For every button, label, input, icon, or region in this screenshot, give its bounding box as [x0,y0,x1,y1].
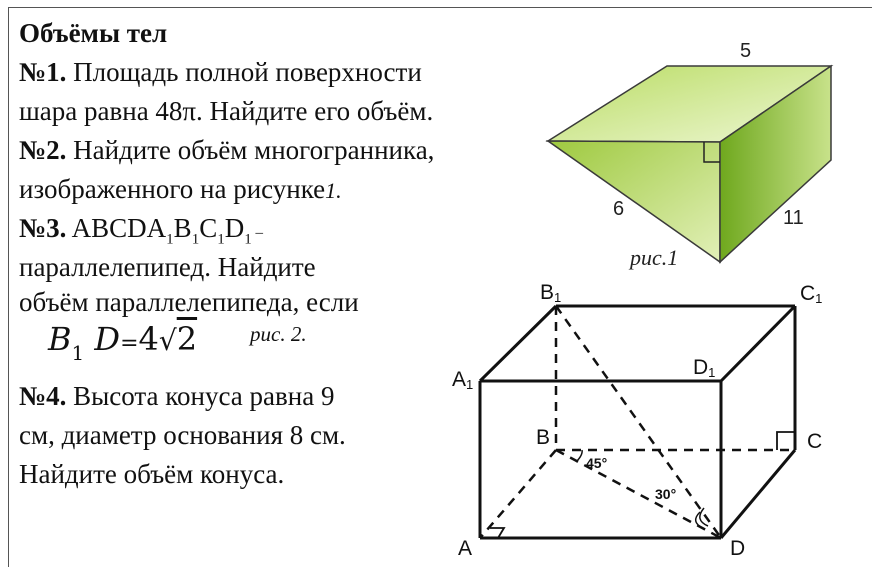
prism-label-11: 11 [783,207,804,229]
prism-label-6: 6 [613,198,625,220]
problem-1-text: Площадь полной поверхности [66,57,422,87]
edge-c1-d1 [721,306,795,381]
diagonal-b1-d [556,306,721,538]
problem-3-line-2: параллелепипед. Найдите [19,252,316,282]
edge-d-c [721,450,795,538]
edge-b-a-hidden [480,450,556,538]
vertex-label-b1: B1 [540,281,562,305]
diagonal-b-d [556,450,721,538]
caption-fig-1: рис.1 [630,245,679,270]
edge-a1-b1 [480,306,556,381]
angle-label-30: 30° [655,486,677,502]
p3-c: C [199,213,218,243]
problem-4-line-3: Найдите объём конуса. [19,459,285,489]
problem-2-text-2: изображенного на рисунке [19,174,326,204]
problem-3-number: №3. [19,213,67,243]
problem-1-line-2: шара равна 48π. Найдите его объём. [19,96,434,126]
vertex-label-c1: C1 [800,282,823,306]
problem-2-figure-ref: 1. [325,178,342,203]
problem-4-number: №4. [19,381,67,411]
vertex-label-a: A [458,537,473,560]
p3-s3: 1 [217,231,225,248]
problem-4-text: Высота конуса равна 9 [66,381,335,411]
page-title: Объёмы тел [19,18,168,48]
formula-radicand: 2 [176,320,198,358]
vertex-label-a1: A1 [452,368,474,392]
vertex-label-c: C [807,430,823,453]
vertex-label-b: B [536,426,551,449]
vertex-label-d: D [730,537,746,560]
problem-2-number: №2. [19,135,67,165]
problem-3-line-3: объём параллелепипеда, если [19,287,359,317]
p3-a: ABCDA [66,213,167,243]
p3-s2: 1 [191,231,200,248]
prism-label-5: 5 [740,40,752,62]
problem-4-line-2: см, диаметр основания 8 см. [19,420,346,450]
p3-d: D [224,213,245,243]
vertex-label-d1: D1 [693,356,716,380]
formula-value: 4 [138,320,159,358]
problem-2-text: Найдите объём многогранника, [66,135,435,165]
p3-s1: 1 [166,231,174,248]
problem-1-number: №1. [19,57,67,87]
angle-arc-45 [576,450,582,462]
p3-b: B [173,213,192,243]
sqrt-icon: √ [158,324,177,357]
caption-fig-2: рис. 2. [250,322,307,346]
formula-sub: 1 [71,341,85,365]
angle-label-45: 45° [586,455,608,471]
formula-eq: = [120,331,139,356]
p3-dash: – [251,225,263,241]
p3-s4: 1 [244,231,252,248]
angle-arc-30 [696,512,703,528]
formula-d: D [84,320,121,358]
right-angle-c [777,432,795,450]
formula-b: B [48,320,72,358]
